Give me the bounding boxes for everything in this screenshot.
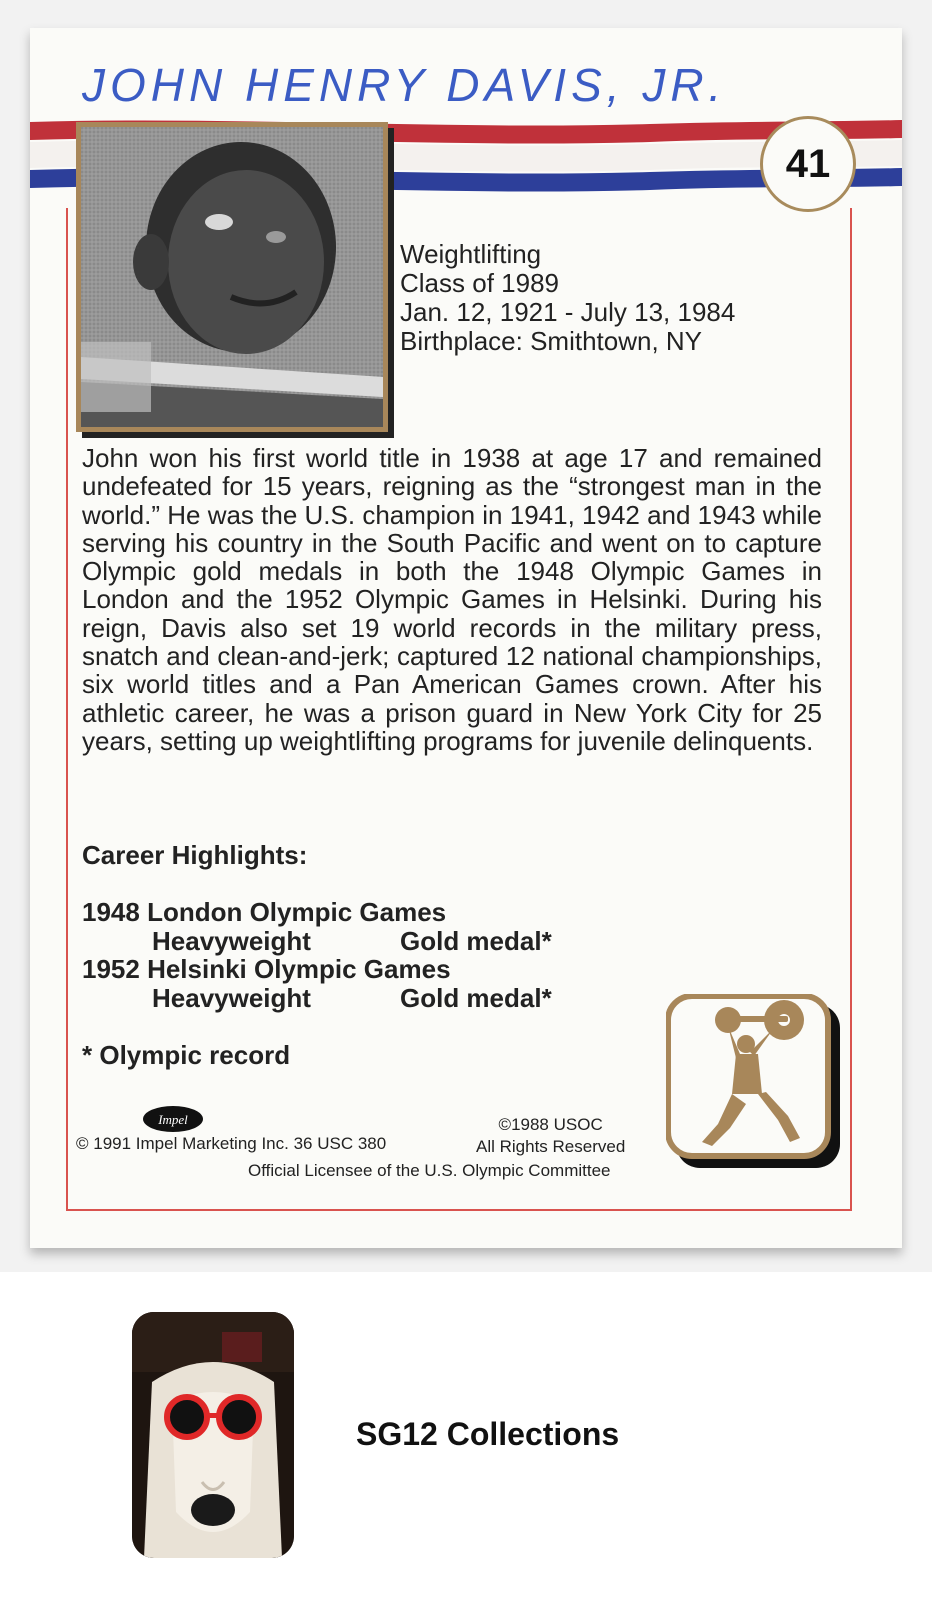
card-number-badge: 41 <box>760 116 856 212</box>
career-highlights-heading: Career Highlights: <box>82 840 308 870</box>
trading-card-back <box>30 28 902 1248</box>
impel-logo-text: Impel <box>158 1112 188 1127</box>
brand-name: SG12 Collections <box>356 1416 620 1452</box>
bio-sport: Weightlifting <box>400 239 542 269</box>
olympic-record-note: * Olympic record <box>82 1040 291 1070</box>
weightlifter-icon <box>666 994 844 1172</box>
athlete-bio <box>400 240 735 356</box>
athlete-description <box>82 444 822 755</box>
highlight-event: Heavyweight <box>152 925 311 956</box>
impel-copyright: © 1991 Impel Marketing Inc. 36 USC 380 <box>76 1134 387 1153</box>
career-highlights-list <box>82 898 552 1012</box>
usoc-copyright-year: ©1988 USOC <box>498 1115 603 1134</box>
highlight-games: 1952 Helsinki Olympic Games <box>82 954 451 984</box>
impel-logo <box>142 1104 204 1134</box>
highlight-detail <box>82 927 552 956</box>
description-text: John won his first world title in 1938 at age 17 and remained undefeated for 15 years, reigning as the “strongest man in the world.” He was the U.S. champion in 1941, 1942 and 1943 while serving his country in the South Pacific and went on to capture Olympic gold medals in both the 1948 Olympic Games in London and the 1952 Olympic Games in Helsinki. During his reign, Davis also set 19 world records in the military press, snatch and clean-and-jerk; captured 12 national championships, six world titles and a Pan American Games crown. After his athletic career, he was a prison guard in New York City for 25 years, setting up weightlifting programs for juvenile delinquents. <box>82 443 822 756</box>
player-name-title: JOHN HENRY DAVIS, JR. <box>82 59 727 111</box>
highlight-games: 1948 London Olympic Games <box>82 897 447 927</box>
brand-avatar-photo <box>132 1312 294 1558</box>
athlete-photo <box>76 122 388 432</box>
highlight-result: Gold medal* <box>400 982 552 1013</box>
highlight-event: Heavyweight <box>152 982 311 1013</box>
highlight-result: Gold medal* <box>400 925 552 956</box>
bio-birthplace: Birthplace: Smithtown, NY <box>400 326 703 356</box>
usoc-rights-reserved: All Rights Reserved <box>476 1137 626 1156</box>
bio-dates: Jan. 12, 1921 - July 13, 1984 <box>400 297 736 327</box>
highlight-detail <box>82 984 552 1013</box>
licensee-statement: Official Licensee of the U.S. Olympic Committee <box>248 1161 611 1180</box>
bio-class: Class of 1989 <box>400 268 559 298</box>
usoc-copyright <box>476 1114 625 1158</box>
